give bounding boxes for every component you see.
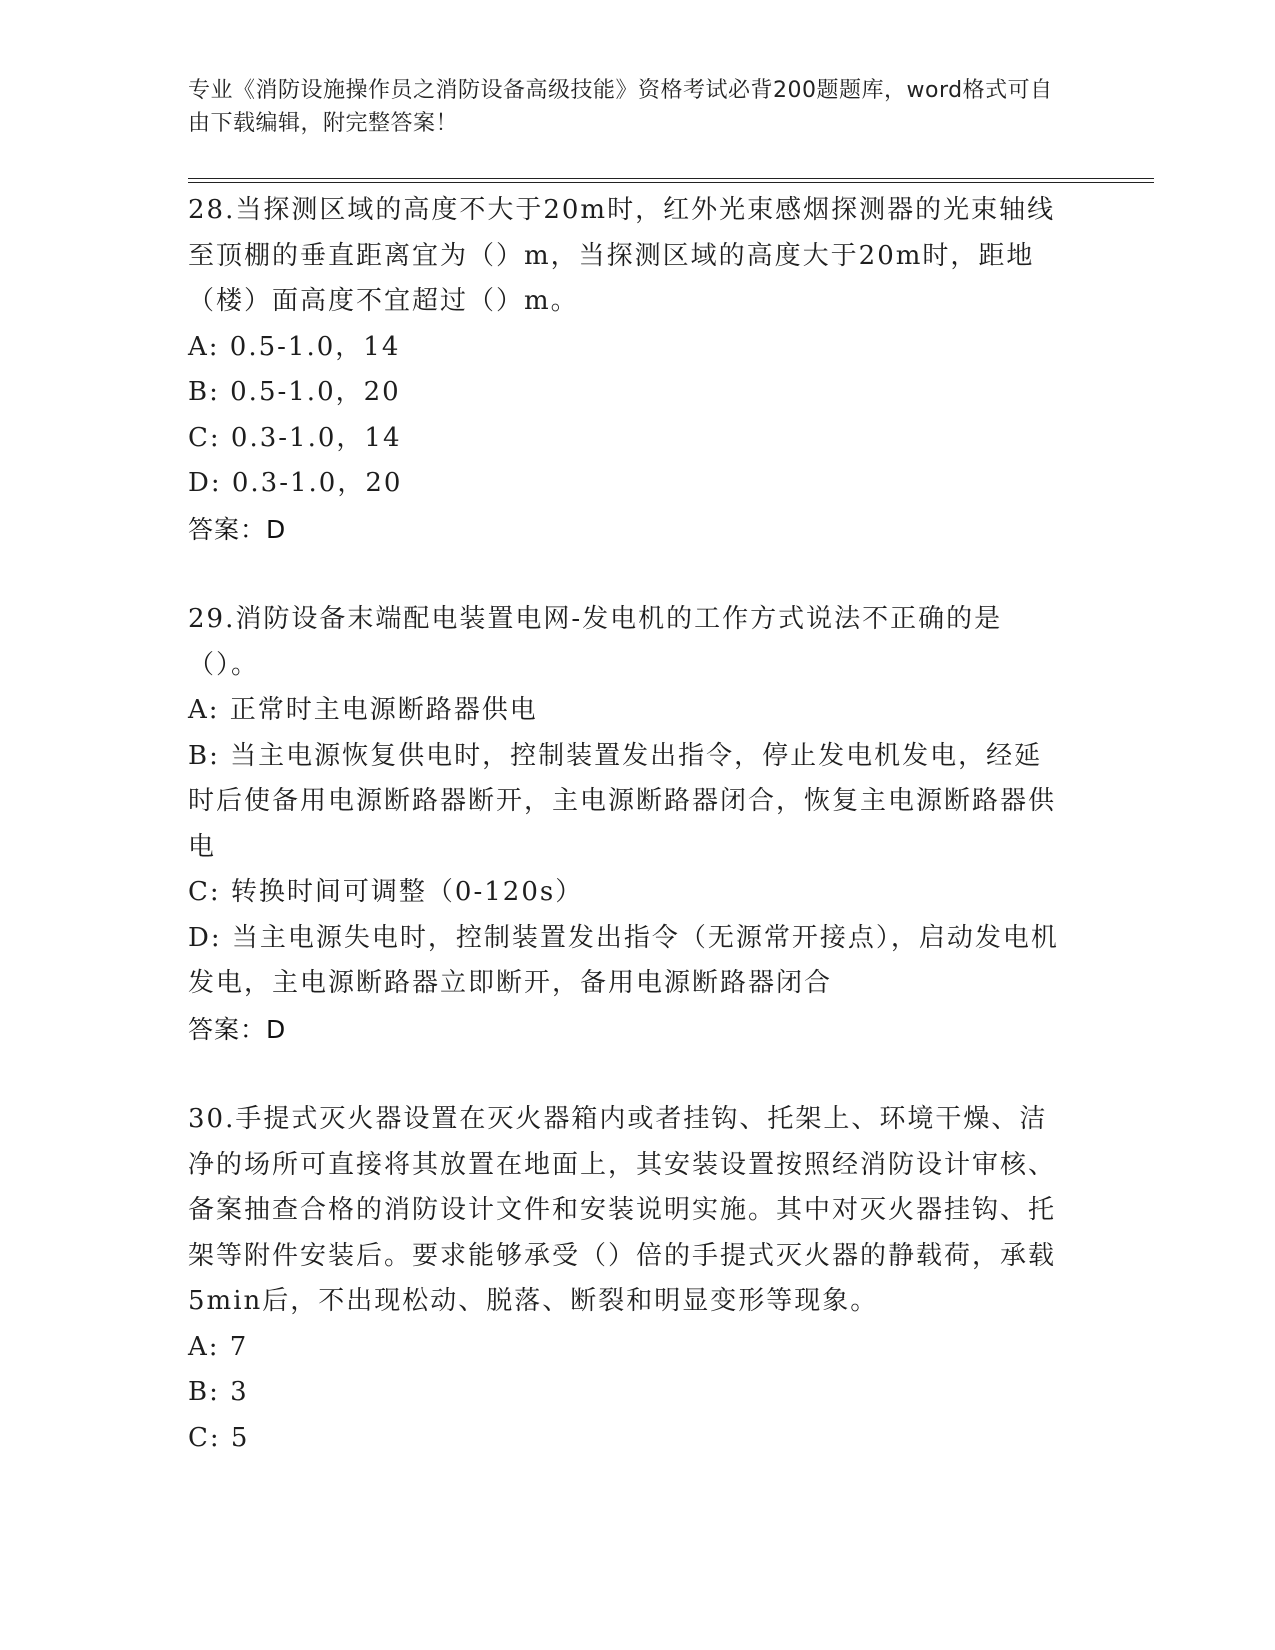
header-divider-top [188,178,1154,179]
option-b: B: 当主电源恢复供电时，控制装置发出指令，停止发电机发电，经延时后使备用电源断路器断开，主电源断路器闭合，恢复主电源断路器供电 [188,740,1057,862]
question-stem: 30.手提式灭火器设置在灭火器箱内或者挂钩、托架上、环境干燥、洁净的场所可直接将其放置在地面上，其安装设置按照经消防设计审核、备案抽查合格的消防设计文件和安装说明实施。其中对灭火器挂钩、托架等附件安装后。要求能够承受（）倍的手提式灭火器的静载荷，承载5min后，不出现松动、脱落、断裂和明显变形等现象。 [188,1104,1057,1316]
question-29 [188,597,1068,1052]
question-stem: 28.当探测区域的高度不大于20m时，红外光束感烟探测器的光束轴线至顶棚的垂直距离宜为（）m，当探测区域的高度大于20m时，距地（楼）面高度不宜超过（）m。 [188,195,1056,316]
question-spacer [188,1052,1068,1097]
option-d: D: 当主电源失电时，控制装置发出指令（无源常开接点），启动发电机发电，主电源断路器立即断开，备用电源断路器闭合 [188,922,1059,998]
question-30 [188,1097,1068,1461]
option-b: B: 0.5-1.0，20 [188,377,401,407]
question-spacer [188,552,1068,597]
header-divider-bottom [188,182,1154,183]
option-c: C: 0.3-1.0，14 [188,422,402,453]
option-c: C: 5 [188,1422,250,1453]
option-b: B: 3 [188,1377,249,1407]
question-28 [188,188,1068,552]
option-a: A: 0.5-1.0，14 [188,331,401,362]
option-c: C: 转换时间可调整（0-120s） [188,877,584,907]
option-a: A: 正常时主电源断路器供电 [188,695,538,725]
question-stem: 29.消防设备末端配电装置电网-发电机的工作方式说法不正确的是（）。 [188,604,1003,680]
answer-label: 答案：D [188,514,287,544]
option-d: D: 0.3-1.0，20 [188,468,403,498]
question-list [188,188,1068,1461]
document-header: 专业《消防设施操作员之消防设备高级技能》资格考试必背200题题库，word格式可自由下载编辑，附完整答案！ [188,78,1053,136]
option-a: A: 7 [188,1331,249,1362]
answer-label: 答案：D [188,1014,287,1044]
